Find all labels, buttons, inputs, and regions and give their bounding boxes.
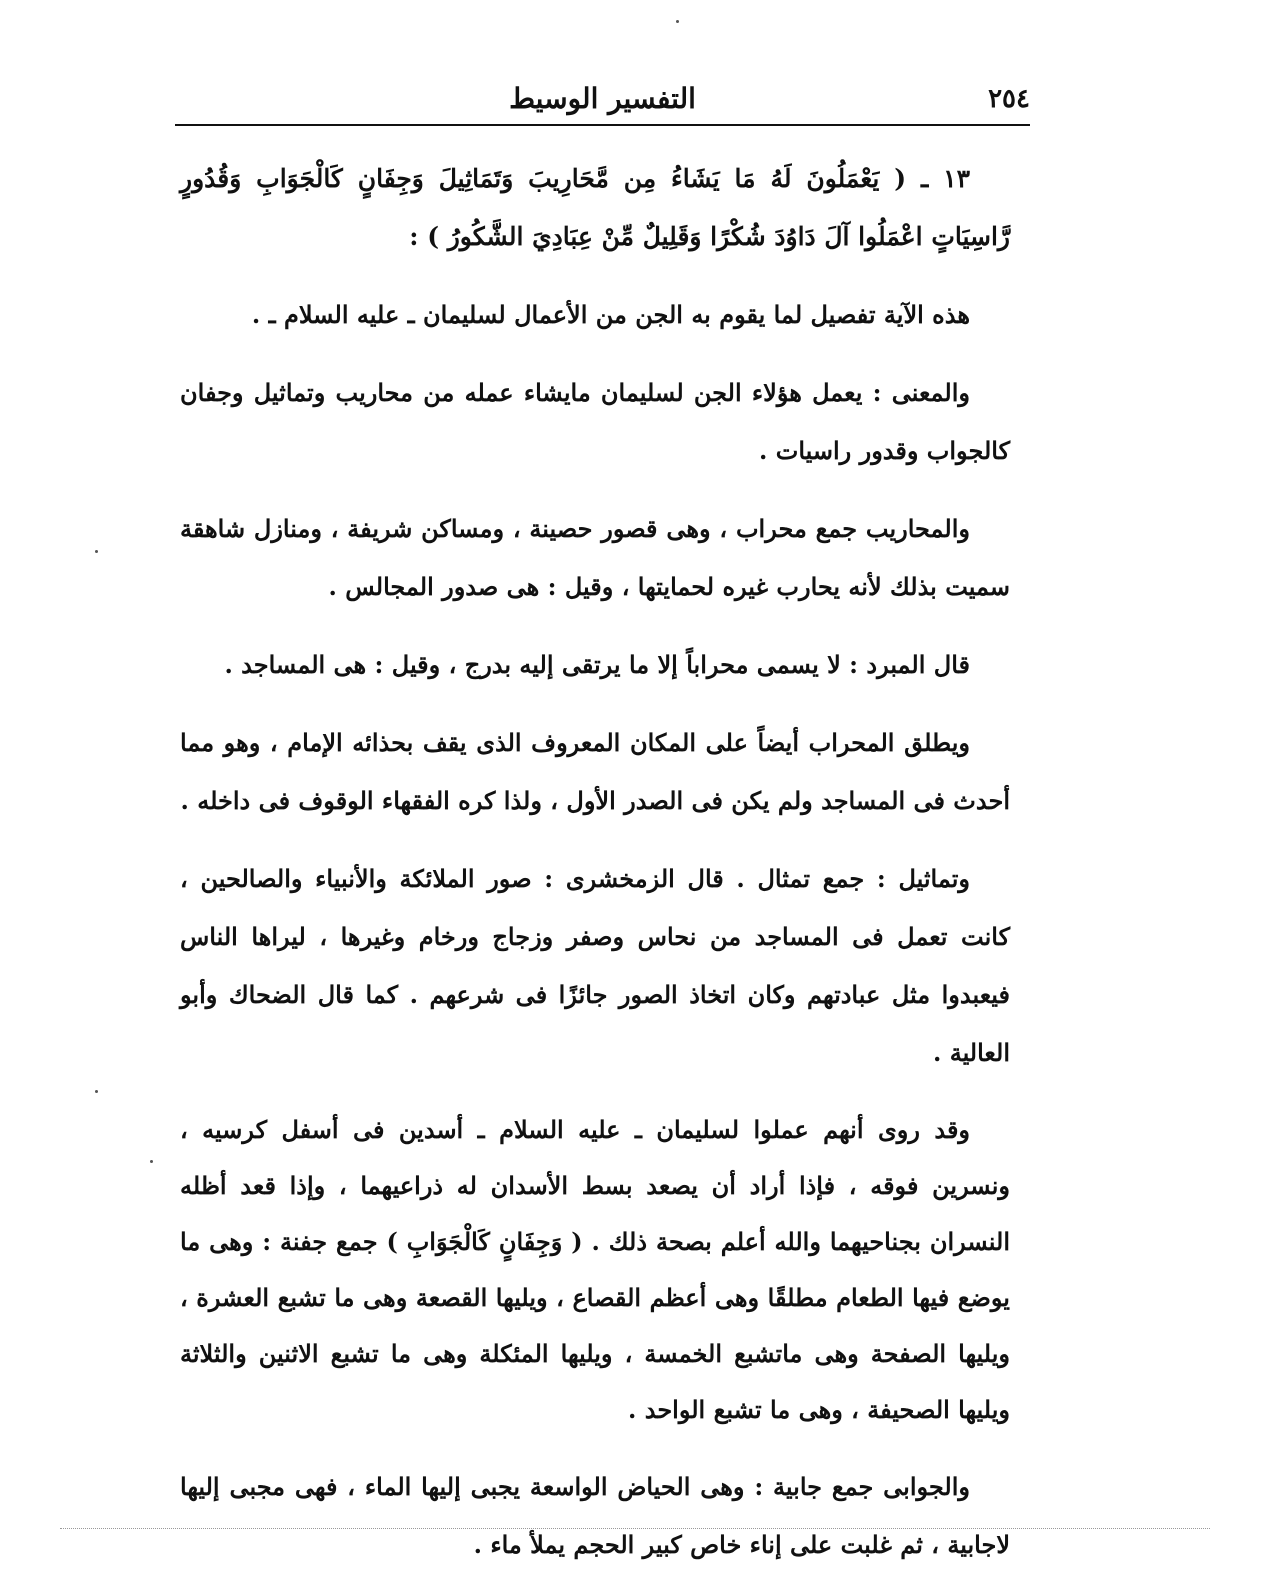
- quranic-verse: ١٣ ـ ( يَعْمَلُونَ لَهُ مَا يَشَاءُ مِن مَّحَارِيبَ وَتَمَاثِيلَ وَجِفَانٍ كَالْجَوَابِ وَقُدُورٍ رَّاسِيَاتٍ اعْمَلُوا آلَ دَاوُدَ شُكْرًا وَقَلِيلٌ مِّنْ عِبَادِيَ الشَّكُورُ ) :: [180, 164, 1010, 251]
- paragraph-mubarrad: قال المبرد : لا يسمى محراباً إلا ما يرتقى إليه بدرج ، وقيل : هى المساجد .: [224, 650, 970, 679]
- scan-bottom-edge: [60, 1528, 1210, 1529]
- paragraph-mahareeb: والمحاريب جمع محراب ، وهى قصور حصينة ، ومساكن شريفة ، ومنازل شاهقة سميت بذلك لأنه يحارب غيره لحمايتها ، وقيل : هى صدور المجالس .: [180, 514, 1010, 601]
- scan-speck: [676, 20, 679, 23]
- page-number: ٢٥٤: [988, 84, 1030, 114]
- paragraph-intro: هذه الآية تفصيل لما يقوم به الجن من الأعمال لسليمان ـ عليه السلام ـ .: [251, 300, 970, 329]
- page-header: [175, 78, 1030, 126]
- scan-speck: [95, 1090, 98, 1093]
- running-title: التفسير الوسيط: [509, 82, 696, 115]
- paragraph-tamatheel: وتماثيل : جمع تمثال . قال الزمخشرى : صور الملائكة والأنبياء والصالحين ، كانت تعمل فى المساجد من نحاس وصفر وزجاج ورخام وغيرها ، ليراها الناس فيعبدوا مثل عبادتهم وكان اتخاذ الصور جائزًا فى شرعهم . كما قال الضحاك وأبو العالية .: [180, 864, 1010, 1067]
- scan-speck: [150, 1160, 153, 1163]
- paragraph-sulayman-throne: وقد روى أنهم عملوا لسليمان ـ عليه السلام ـ أسدين فى أسفل كرسيه ، ونسرين فوقه ، فإذا أراد أن يصعد بسط الأسدان له ذراعيهما ، وإذا قعد أظله النسران بجناحيهما والله أعلم بصحة ذلك . ( وَجِفَانٍ كَالْجَوَابِ ) جمع جفنة : وهى ما يوضع فيها الطعام مطلقًا وهى أعظم القصاع ، ويليها القصعة وهى ما تشبع العشرة ، ويليها الصفحة وهى ماتشبع الخمسة ، ويليها المئكلة وهى ما تشبع الاثنين والثلاثة ويليها الصحيفة ، وهى ما تشبع الواحد .: [180, 1115, 1010, 1424]
- scan-speck: [95, 550, 98, 553]
- paragraph-mihrab: ويطلق المحراب أيضاً على المكان المعروف الذى يقف بحذائه الإمام ، وهو مما أحدث فى المساجد ولم يكن فى الصدر الأول ، ولذا كره الفقهاء الوقوف فى داخله .: [180, 728, 1010, 815]
- paragraph-jawabi: والجوابى جمع جابية : وهى الحياض الواسعة يجبى إليها الماء ، فهى مجبى إليها لاجابية ، ثم غلبت على إناء خاص كبير الحجم يملأ ماء .: [180, 1472, 1010, 1559]
- page-body: [180, 150, 1010, 1594]
- paragraph-meaning: والمعنى : يعمل هؤلاء الجن لسليمان مايشاء عمله من محاريب وتماثيل وجفان كالجواب وقدور راسيات .: [180, 378, 1010, 465]
